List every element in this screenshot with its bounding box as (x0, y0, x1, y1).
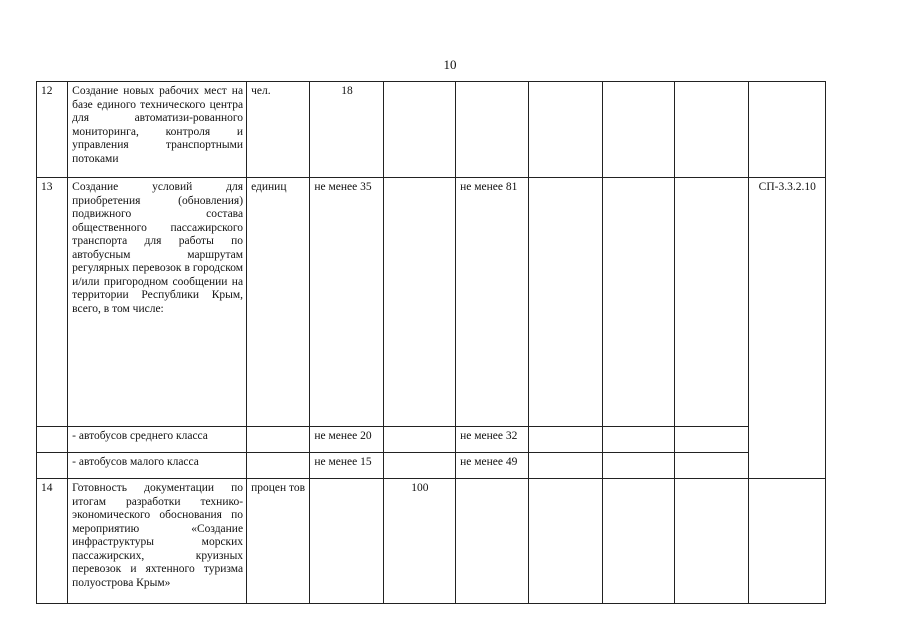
empty-cell (602, 453, 674, 479)
table-row (37, 82, 826, 178)
row-value-col2: 100 (383, 479, 455, 604)
row-value-col1: 18 (310, 82, 383, 178)
empty-cell (675, 82, 748, 178)
row-code (748, 479, 825, 604)
row-unit (247, 427, 310, 453)
row-value-col3: не менее 81 (456, 178, 529, 427)
table-row (37, 453, 826, 479)
row-description: Создание новых рабочих мест на базе единого технического центра для автоматизи-рованного мониторинга, контроля и управления транспортными потоками (68, 82, 247, 178)
table-row (37, 178, 826, 427)
row-value-col2 (383, 427, 455, 453)
table-row (37, 479, 826, 604)
row-unit: процен тов (247, 479, 310, 604)
empty-cell (602, 82, 674, 178)
indicators-table (36, 81, 826, 604)
row-number: 13 (37, 178, 68, 427)
row-value-col3 (456, 479, 529, 604)
row-description: Готовность документации по итогам разработки технико-экономического обоснования по мероприятию «Создание инфраструктуры морских пассажирских, круизных перевозок и яхтенного туризма полуострова Крым» (68, 479, 247, 604)
empty-cell (602, 178, 674, 427)
row-value-col2 (383, 178, 455, 427)
row-number: 12 (37, 82, 68, 178)
row-unit: единиц (247, 178, 310, 427)
row-unit: чел. (247, 82, 310, 178)
row-unit (247, 453, 310, 479)
row-value-col2 (383, 453, 455, 479)
row-number (37, 427, 68, 453)
row-value-col1: не менее 20 (310, 427, 383, 453)
row-description: - автобусов малого класса (68, 453, 247, 479)
row-number: 14 (37, 479, 68, 604)
row-value-col3: не менее 32 (456, 427, 529, 453)
empty-cell (529, 178, 602, 427)
row-description: Создание условий для приобретения (обновления) подвижного состава общественного пассажирского транспорта для работы по автобусным маршрутам регулярных перевозок в городском и/или пригородном сообщении на территории Республики Крым, всего, в том числе: (68, 178, 247, 427)
empty-cell (675, 453, 748, 479)
empty-cell (602, 479, 674, 604)
empty-cell (529, 479, 602, 604)
page-number: 10 (443, 57, 457, 72)
table-row (37, 427, 826, 453)
row-value-col1: не менее 35 (310, 178, 383, 427)
row-description: - автобусов среднего класса (68, 427, 247, 453)
row-code: СП-3.3.2.10 (748, 178, 825, 479)
row-value-col1: не менее 15 (310, 453, 383, 479)
row-value-col3: не менее 49 (456, 453, 529, 479)
row-value-col1 (310, 479, 383, 604)
row-value-col2 (383, 82, 455, 178)
empty-cell (602, 427, 674, 453)
row-value-col3 (456, 82, 529, 178)
empty-cell (529, 453, 602, 479)
empty-cell (529, 427, 602, 453)
empty-cell (529, 82, 602, 178)
row-code (748, 82, 825, 178)
empty-cell (675, 427, 748, 453)
row-number (37, 453, 68, 479)
empty-cell (675, 178, 748, 427)
empty-cell (675, 479, 748, 604)
